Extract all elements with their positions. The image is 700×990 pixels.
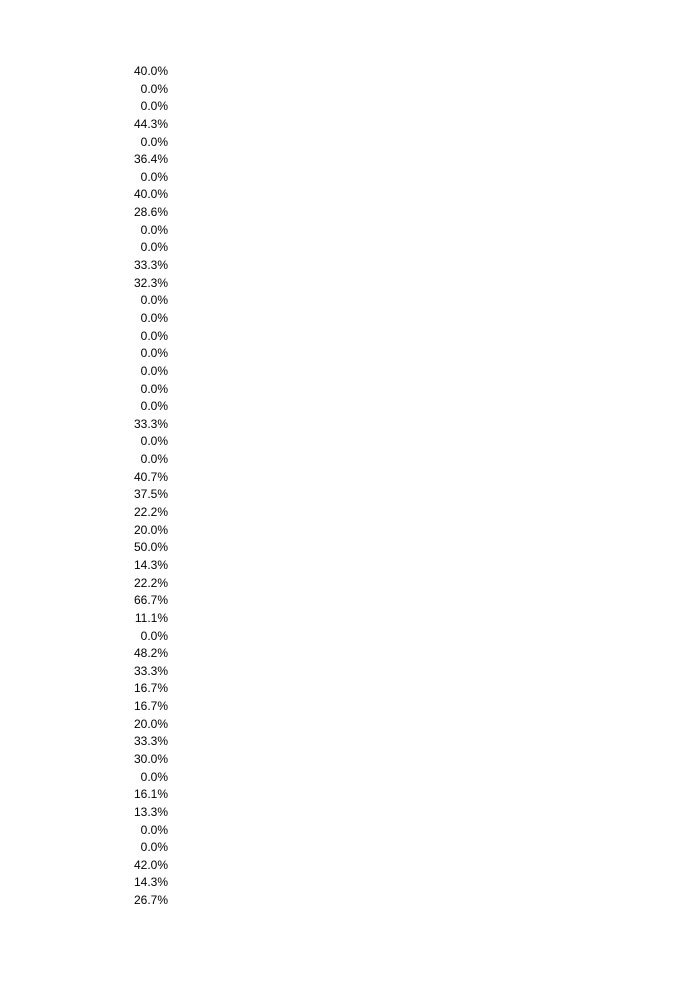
percentage-cell: 0.0%	[140, 452, 168, 467]
percentage-cell: 0.0%	[140, 310, 168, 325]
percentage-cell: 14.3%	[133, 875, 168, 890]
percentage-cell: 22.2%	[133, 575, 168, 590]
percentage-cell: 0.0%	[140, 381, 168, 396]
percentage-cell: 14.3%	[133, 557, 168, 572]
percentage-cell: 0.0%	[140, 434, 168, 449]
percentage-cell: 0.0%	[140, 222, 168, 237]
percentage-cell: 40.7%	[133, 469, 168, 484]
percentage-cell: 50.0%	[133, 540, 168, 555]
percentage-cell: 16.7%	[133, 681, 168, 696]
percentage-cell: 30.0%	[133, 751, 168, 766]
percentage-cell: 0.0%	[140, 81, 168, 96]
percentage-cell: 0.0%	[140, 169, 168, 184]
percentage-cell: 0.0%	[140, 328, 168, 343]
percentage-cell: 33.3%	[133, 416, 168, 431]
percentage-cell: 0.0%	[140, 134, 168, 149]
percentage-cell: 32.3%	[133, 275, 168, 290]
percentage-cell: 26.7%	[133, 893, 168, 908]
percentage-cell: 33.3%	[133, 663, 168, 678]
percentage-cell: 0.0%	[140, 346, 168, 361]
percentage-cell: 37.5%	[133, 487, 168, 502]
percentage-cell: 20.0%	[133, 522, 168, 537]
percentage-cell: 33.3%	[133, 734, 168, 749]
percentage-cell: 0.0%	[140, 293, 168, 308]
percentage-cell: 16.1%	[133, 787, 168, 802]
percentage-cell: 11.1%	[134, 610, 168, 625]
percentage-cell: 40.0%	[133, 187, 168, 202]
percentage-cell: 13.3%	[133, 804, 168, 819]
percentage-cell: 0.0%	[140, 628, 168, 643]
percentage-cell: 36.4%	[133, 152, 168, 167]
percentage-column	[118, 63, 168, 910]
percentage-cell: 0.0%	[140, 240, 168, 255]
percentage-cell: 48.2%	[133, 646, 168, 661]
percentage-cell: 16.7%	[133, 699, 168, 714]
percentage-cell: 33.3%	[133, 258, 168, 273]
percentage-cell: 0.0%	[140, 822, 168, 837]
percentage-cell: 44.3%	[133, 116, 168, 131]
percentage-cell: 0.0%	[140, 99, 168, 114]
percentage-cell: 28.6%	[133, 205, 168, 220]
percentage-cell: 0.0%	[140, 363, 168, 378]
percentage-cell: 66.7%	[133, 593, 168, 608]
percentage-cell: 0.0%	[140, 840, 168, 855]
percentage-cell: 0.0%	[140, 769, 168, 784]
percentage-cell: 40.0%	[133, 64, 168, 78]
percentage-cell: 22.2%	[133, 505, 168, 520]
percentage-cell: 42.0%	[133, 857, 168, 872]
percentage-cell: 0.0%	[140, 399, 168, 414]
percentage-cell: 20.0%	[133, 716, 168, 731]
